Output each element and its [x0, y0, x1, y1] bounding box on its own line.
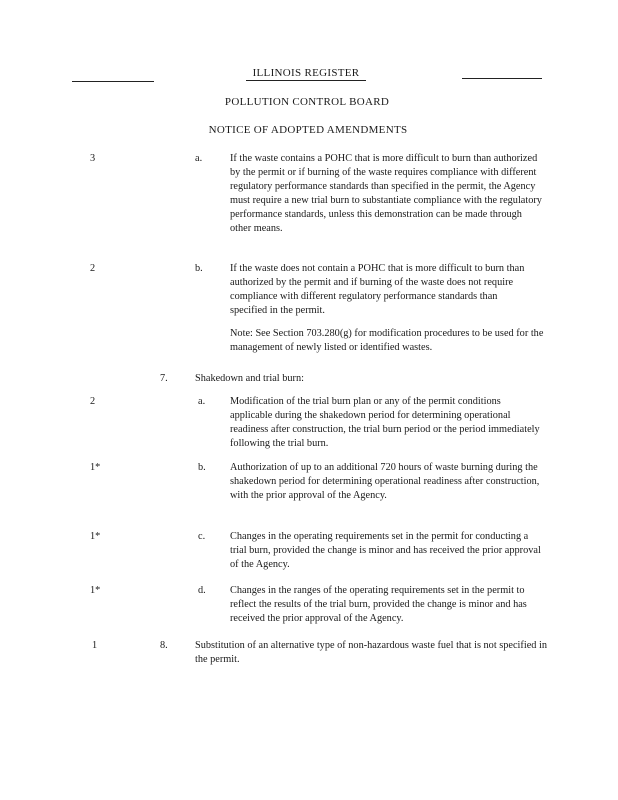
journal-title: ILLINOIS REGISTER: [252, 67, 360, 79]
class-number: 1*: [90, 585, 101, 596]
class-number: 1: [92, 640, 98, 651]
class-number: 1*: [90, 531, 101, 542]
class-number: 1*: [90, 462, 101, 473]
item-letter: a.: [198, 396, 206, 407]
item-letter: b.: [195, 263, 203, 274]
item-text: Changes in the operating requirements set in the permit for conducting a trial burn, provided the change is minor and has received the prior approval of the Agency.: [230, 531, 541, 570]
item-text: If the waste contains a POHC that is more difficult to burn than authorized by the permit or if burning of the waste requires compliance with different regulatory performance standards than specified in the permit, the Agency must require a new trial burn to substantiate compliance with the regulatory performance standards, unless this demonstration can be made through other means.: [230, 153, 542, 234]
class-number: 2: [90, 263, 96, 274]
item-text: Changes in the ranges of the operating requirements set in the permit to reflect the results of the trial burn, provided the change is minor and has received the prior approval of the Agency.: [230, 585, 527, 624]
header-rule-center: [246, 80, 366, 81]
notice-title: NOTICE OF ADOPTED AMENDMENTS: [208, 124, 408, 136]
header-rule-right: [462, 78, 542, 79]
section-number: 8.: [160, 640, 168, 651]
section-heading: Shakedown and trial burn:: [195, 373, 304, 384]
item-text: If the waste does not contain a POHC that is more difficult to burn than authorized by the permit and if burning of the waste does not require compliance with different regulatory performance standards than specified in the permit.: [230, 263, 525, 316]
item-text: Modification of the trial burn plan or any of the permit conditions applicable during the shakedown period for determining operational readiness after construction, the trial burn period or the period immediately following the trial burn.: [230, 396, 540, 449]
item-text: Authorization of up to an additional 720 hours of waste burning during the shakedown period for determining operational readiness after construction, with the prior approval of the Agency.: [230, 462, 540, 501]
class-number: 3: [90, 153, 96, 164]
section-number: 7.: [160, 373, 168, 384]
class-number: 2: [90, 396, 96, 407]
item-text: Substitution of an alternative type of non-hazardous waste fuel that is not specified in the permit.: [195, 640, 548, 665]
note-text: Note: See Section 703.280(g) for modification procedures to be used for the management of newly listed or identified wastes.: [230, 328, 544, 353]
agency-title: POLLUTION CONTROL BOARD: [224, 96, 390, 108]
item-letter: c.: [198, 531, 206, 542]
item-letter: a.: [195, 153, 203, 164]
header-rule-left: [72, 81, 154, 82]
item-letter: d.: [198, 585, 206, 596]
item-letter: b.: [198, 462, 206, 473]
